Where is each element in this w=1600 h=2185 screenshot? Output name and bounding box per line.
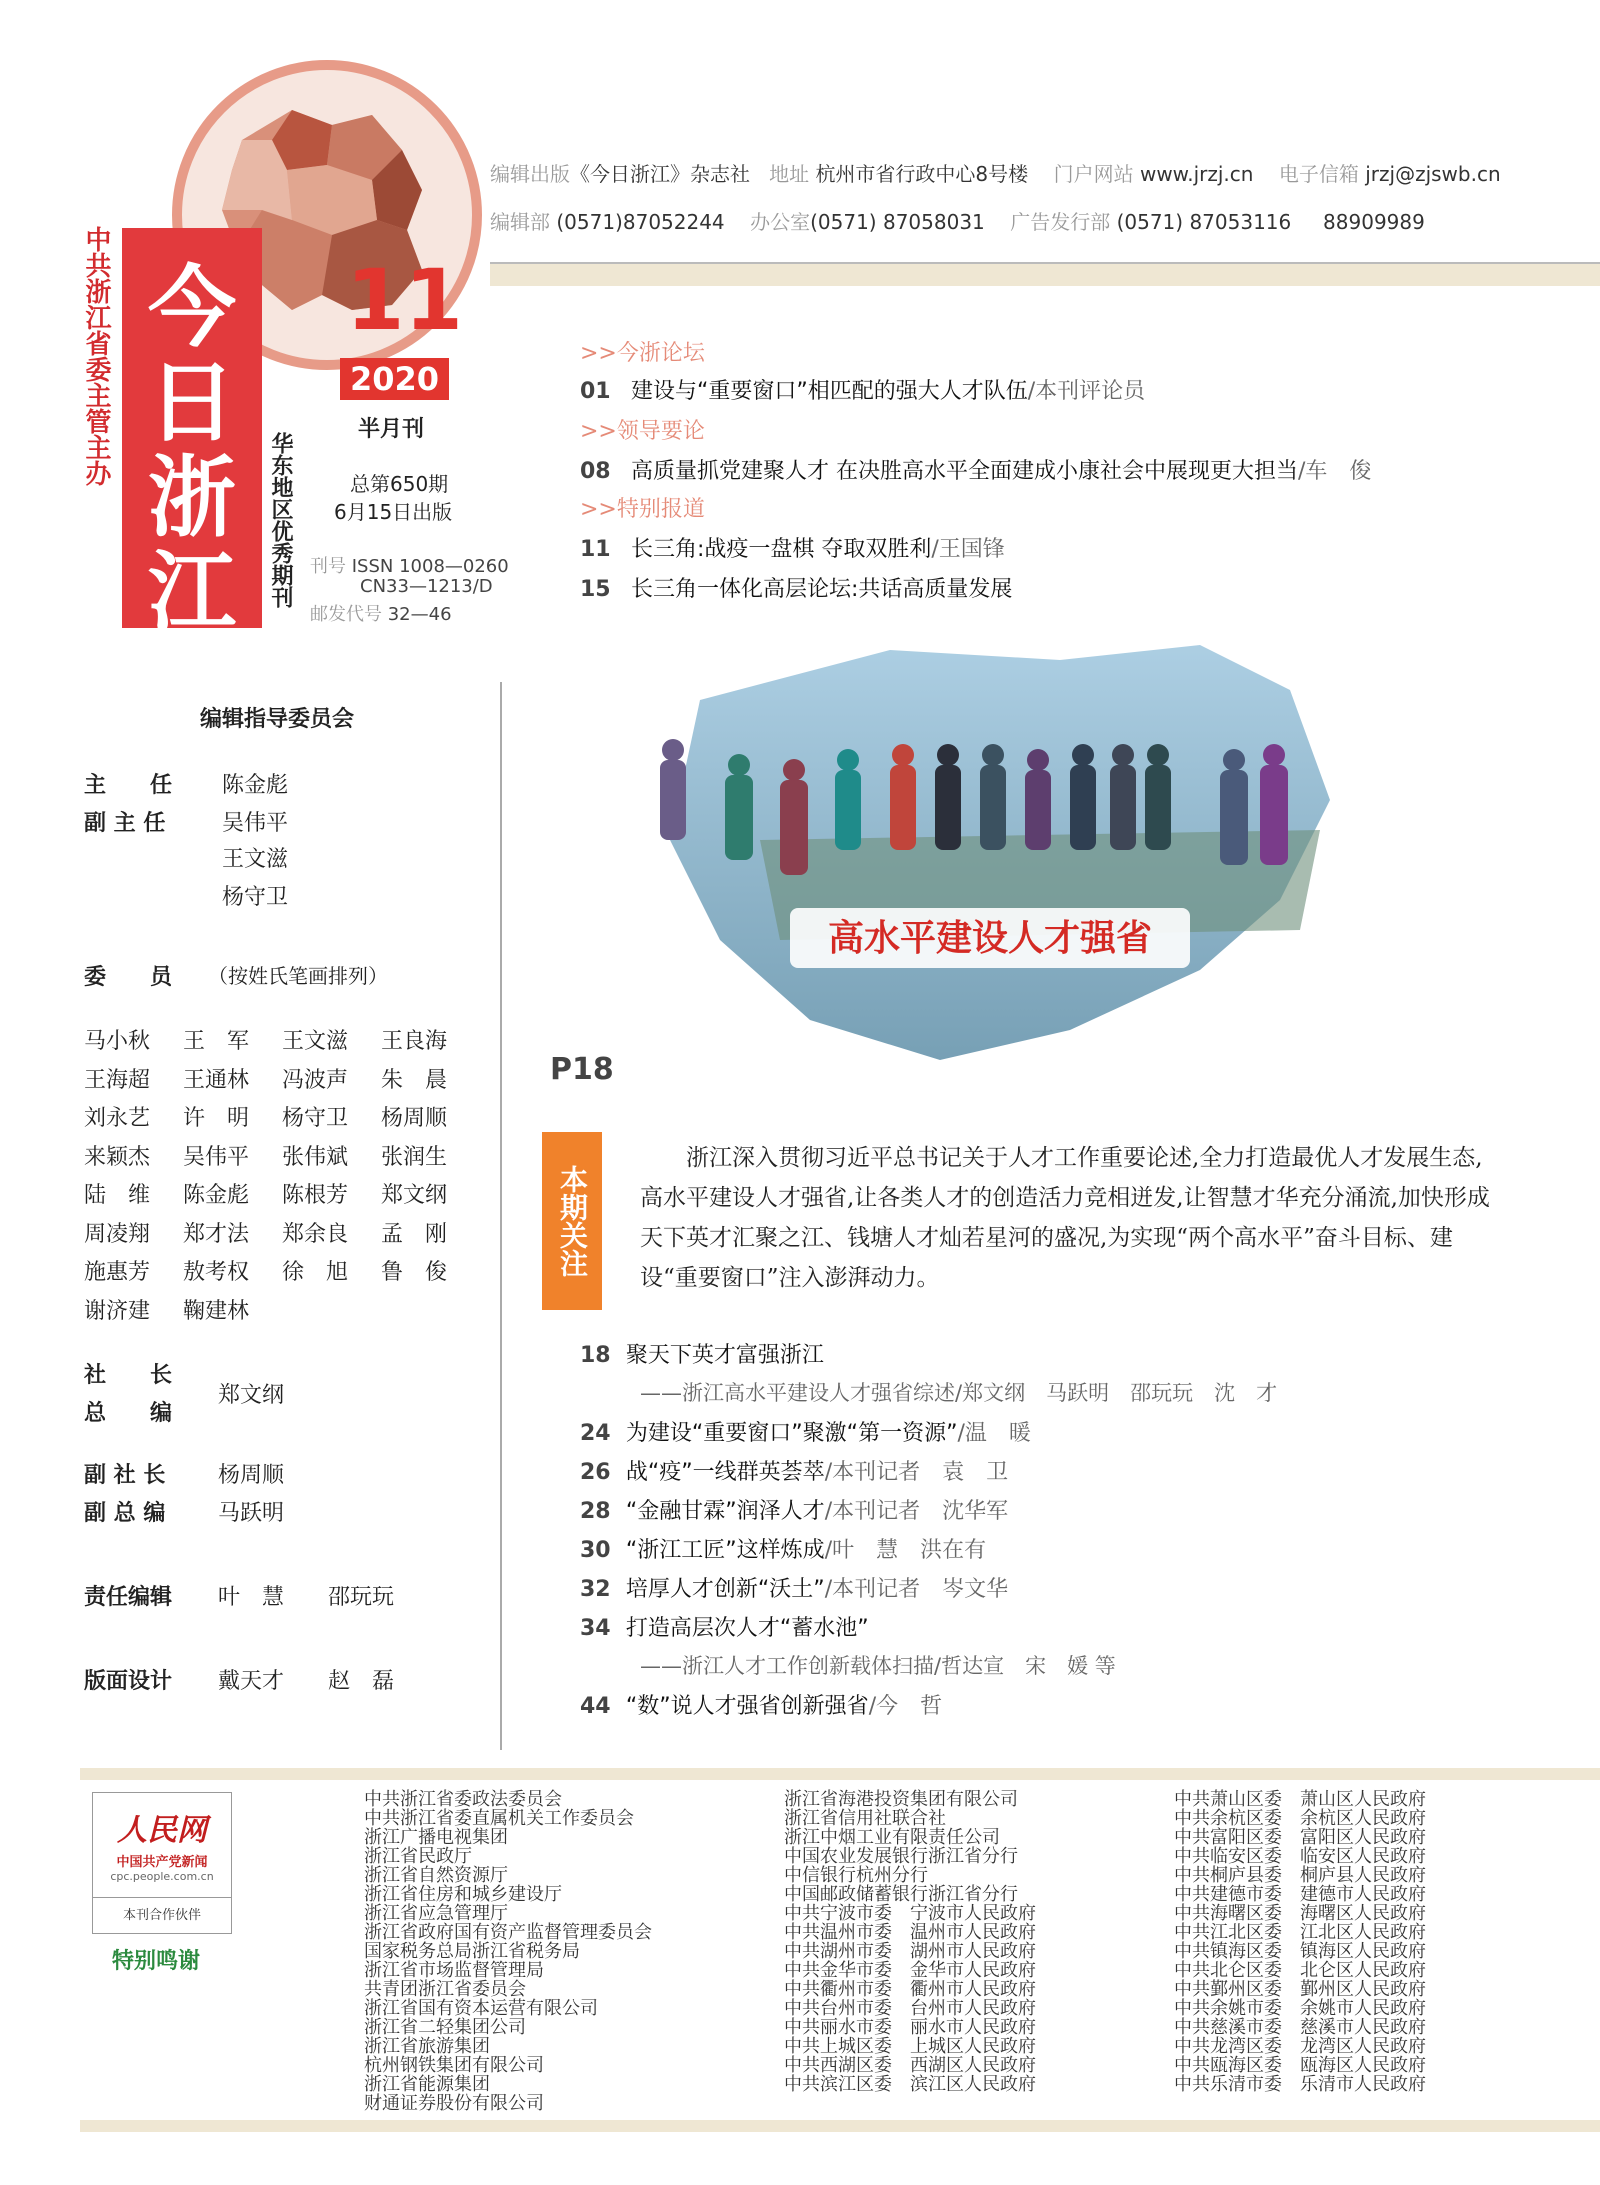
- toc-item[interactable]: [580, 1338, 824, 1369]
- people-logo: [92, 1792, 232, 1934]
- member-name: 鞠建林: [183, 1298, 250, 1324]
- section-heading: >>今浙论坛: [580, 341, 705, 366]
- member-name: 陈根芳: [282, 1183, 349, 1208]
- vice-director-name: 杨守卫: [222, 885, 289, 910]
- member-name: 吴伟平: [183, 1144, 250, 1170]
- member-name: 王海超: [84, 1067, 151, 1093]
- toc-page-number: 24: [580, 1421, 611, 1446]
- members-label: 委 员: [84, 965, 173, 990]
- member-name: 郑文纲: [381, 1183, 448, 1208]
- toc-page-number: 30: [580, 1538, 611, 1563]
- toc-title: “数”说人才强省创新强省: [625, 1694, 869, 1719]
- feature-illustration: [640, 640, 1360, 1080]
- toc-author: /本刊记者 沈华军: [824, 1499, 1009, 1524]
- issn-line: 刊号 ISSN 1008—0260: [310, 556, 509, 577]
- toc-title: 聚天下英才富强浙江: [625, 1343, 824, 1368]
- member-name: 周凌翔: [84, 1221, 151, 1247]
- editor-label: 责任编辑: [84, 1585, 173, 1610]
- president-label: 社 长: [84, 1363, 173, 1388]
- header-band: [490, 264, 1600, 286]
- president-name: 郑文纲: [218, 1383, 285, 1408]
- toc-title: 为建设“重要窗口”聚激“第一资源”: [625, 1421, 958, 1446]
- toc-title: 培厚人才创新“沃土”: [625, 1577, 825, 1602]
- member-name: 王文滋: [282, 1029, 349, 1054]
- people-logo-url: cpc.people.com.cn: [110, 1870, 214, 1883]
- toc-author: /今 哲: [868, 1694, 943, 1719]
- people-logo-partner: 本刊合作伙伴: [93, 1897, 231, 1923]
- member-name: 陈金彪: [183, 1183, 250, 1208]
- member-name: 郑才法: [183, 1221, 250, 1247]
- feature-banner: 高水平建设人才强省: [827, 917, 1152, 959]
- director-name: 陈金彪: [222, 773, 289, 798]
- magazine-title: [122, 228, 262, 644]
- toc-item[interactable]: [580, 1572, 1008, 1603]
- title-char: 浙: [147, 445, 236, 549]
- toc-item[interactable]: 15 长三角一体化高层论坛:共话高质量发展: [580, 577, 1013, 602]
- member-name: 冯波声: [282, 1067, 349, 1093]
- toc-title: “浙江工匠”这样炼成: [625, 1538, 825, 1563]
- feature-intro: 浙江深入贯彻习近平总书记关于人才工作重要论述,全力打造最优人才发展生态,高水平建设人才强省,让各类人才的创造活力竞相迸发,让智慧才华充分涌流,加快形成天下英才汇聚之江、钱塘人才灿若星河的盛况,为实现“两个高水平”奋斗目标、建设“重要窗口”注入澎湃动力。: [640, 1145, 1490, 1291]
- toc-page-number: 26: [580, 1460, 611, 1485]
- sponsor-text: 中共浙江省委主管主办: [81, 226, 111, 486]
- member-name: 郑余良: [282, 1221, 349, 1247]
- member-name: 许 明: [183, 1106, 250, 1131]
- vce-label: 副 总 编: [84, 1501, 166, 1526]
- toc-title: 打造高层次人才“蓄水池”: [625, 1616, 869, 1641]
- postal-line: 邮发代号 32—46: [310, 604, 452, 625]
- honor-text: 华东地区优秀期刊: [268, 432, 293, 608]
- member-name: 朱 晨: [381, 1067, 448, 1093]
- member-name: 马小秋: [84, 1029, 151, 1054]
- thanks-column-2: 浙江省海港投资集团有限公司 浙江省信用社联合社 浙江中烟工业有限责任公司 中国农业发展银行浙江省分行 中信银行杭州分行 中国邮政储蓄银行浙江省分行 中共宁波市委 宁波市人民政府 中共温州市委 温州市人民政府 中共湖州市委 湖州市人民政府 中共金华市委 金华市人民政府 中共衢州市委 衢州市人民政府 中共台州市委 台州市人民政府 中共丽水市委 丽水市人民政府 中共上城区委 上城区人民政府 中共西湖区委 西湖区人民政府 中共滨江区委 滨江区人民政府: [784, 1789, 1036, 2095]
- talent-illustration-icon: [640, 640, 1360, 1080]
- column-divider: [500, 682, 502, 1750]
- editor-names: 叶 慧 邵玩玩: [218, 1585, 395, 1610]
- toc-item[interactable]: [580, 1455, 1008, 1486]
- toc-page-number: 18: [580, 1343, 611, 1368]
- toc-author: /本刊记者 岑文华: [824, 1577, 1009, 1602]
- designer-names: 戴天才 赵 磊: [218, 1669, 395, 1694]
- issue-year: 2020: [340, 358, 449, 400]
- header-row-2: 编辑部 (0571)87052244 办公室(0571) 87058031 广告发行部 (0571) 87053116 88909989: [490, 210, 1425, 234]
- toc-author: /叶 慧 洪在有: [824, 1538, 987, 1563]
- thanks-column-3: 中共萧山区委 萧山区人民政府 中共余杭区委 余杭区人民政府 中共富阳区委 富阳区人民政府 中共临安区委 临安区人民政府 中共桐庐县委 桐庐县人民政府 中共建德市委 建德市人民政府 中共海曙区委 海曙区人民政府 中共江北区委 江北区人民政府 中共镇海区委 镇海区人民政府 中共北仑区委 北仑区人民政府 中共鄞州区委 鄞州区人民政府 中共余姚市委 余姚市人民政府 中共慈溪市委 慈溪市人民政府 中共龙湾区委 龙湾区人民政府 中共瓯海区委 瓯海区人民政府 中共乐清市委 乐清市人民政府: [1174, 1789, 1426, 2095]
- member-name: 敖考权: [183, 1260, 250, 1285]
- frequency: 半月刊: [358, 417, 425, 442]
- member-name: 鲁 俊: [381, 1260, 448, 1285]
- vce-name: 马跃明: [218, 1501, 285, 1526]
- vp-label: 副 社 长: [84, 1463, 166, 1488]
- cn-number: CN33—1213/D: [360, 576, 493, 597]
- committee-heading: 编辑指导委员会: [200, 707, 355, 732]
- footer-band-bottom: [80, 2120, 1600, 2132]
- title-char: 江: [147, 540, 236, 644]
- special-thanks-label: 特别鸣谢: [112, 1948, 201, 1974]
- toc-author: /温 暖: [957, 1421, 1031, 1446]
- toc-item[interactable]: [580, 1533, 986, 1564]
- member-name: 张润生: [381, 1144, 448, 1170]
- member-name: 刘永艺: [84, 1106, 151, 1131]
- toc-item[interactable]: 11 长三角:战疫一盘棋 夺取双胜利/王国锋: [580, 537, 1005, 562]
- member-name: 王良海: [381, 1029, 448, 1054]
- toc-page-number: 34: [580, 1616, 611, 1641]
- vp-name: 杨周顺: [218, 1463, 285, 1488]
- toc-item[interactable]: [580, 1494, 1008, 1525]
- member-name: 张伟斌: [282, 1144, 349, 1170]
- member-name: 谢济建: [84, 1298, 151, 1324]
- member-name: 来颖杰: [84, 1144, 151, 1170]
- toc-item[interactable]: [580, 1611, 869, 1642]
- member-name: 杨周顺: [381, 1106, 448, 1131]
- toc-title: 战“疫”一线群英荟萃: [625, 1460, 825, 1485]
- member-name: 徐 旭: [282, 1260, 349, 1285]
- members-note: （按姓氏笔画排列）: [208, 964, 388, 988]
- feature-page: P18: [550, 1052, 614, 1087]
- toc-subtitle: ——浙江人才工作创新载体扫描/哲达宣 宋 媛 等: [640, 1654, 1116, 1678]
- title-char: 日: [147, 350, 236, 454]
- total-issue: 总第650期: [350, 472, 449, 496]
- member-name: 施惠芳: [84, 1260, 151, 1285]
- focus-label: 本期关注: [542, 1132, 602, 1310]
- toc-item[interactable]: 08 高质量抓党建聚人才 在决胜高水平全面建成小康社会中展现更大担当/车 俊: [580, 459, 1372, 484]
- toc-subtitle: ——浙江高水平建设人才强省综述/郑文纲 马跃明 邵玩玩 沈 才: [640, 1381, 1278, 1405]
- design-label: 版面设计: [84, 1669, 173, 1694]
- member-name: 陆 维: [84, 1183, 151, 1208]
- toc-page-number: 32: [580, 1577, 611, 1602]
- thanks-column-1: 中共浙江省委政法委员会 中共浙江省委直属机关工作委员会 浙江广播电视集团 浙江省民政厅 浙江省自然资源厅 浙江省住房和城乡建设厅 浙江省应急管理厅 浙江省政府国有资产监督管理委员会 国家税务总局浙江省税务局 浙江省市场监督管理局 共青团浙江省委员会 浙江省国有资本运营有限公司 浙江省二轻集团公司 浙江省旅游集团 杭州钢铁集团有限公司 浙江省能源集团 财通证券股份有限公司: [364, 1789, 652, 2114]
- member-name: 王通林: [183, 1067, 250, 1093]
- footer-band-top: [80, 1768, 1600, 1780]
- section-heading: >>领导要论: [580, 419, 705, 444]
- toc-page-number: 28: [580, 1499, 611, 1524]
- section-heading: >>特别报道: [580, 497, 705, 522]
- people-logo-sub: 中国共产党新闻: [116, 1855, 208, 1870]
- chief-editor-label: 总 编: [84, 1401, 173, 1426]
- header-row-1: 编辑出版《今日浙江》杂志社 地址 杭州市省行政中心8号楼 门户网站 www.jrzj.cn 电子信箱 jrzj@zjswb.cn: [490, 162, 1501, 186]
- member-name: 杨守卫: [282, 1106, 349, 1131]
- publish-date: 6月15日出版: [334, 500, 453, 524]
- people-logo-mark: 人民网: [117, 1813, 207, 1848]
- member-name: 王 军: [183, 1029, 250, 1054]
- toc-page-number: 44: [580, 1694, 611, 1719]
- title-char: 今: [147, 255, 236, 359]
- issue-number: 11: [346, 251, 463, 349]
- toc-item[interactable]: [580, 1689, 942, 1720]
- toc-item[interactable]: 01 建设与“重要窗口”相匹配的强大人才队伍/本刊评论员: [580, 379, 1146, 404]
- vice-director-name: 王文滋: [222, 847, 289, 872]
- vice-director-label: 副 主 任: [84, 811, 166, 836]
- toc-title: “金融甘霖”润泽人才: [625, 1499, 825, 1524]
- member-name: 孟 刚: [381, 1221, 448, 1247]
- toc-author: /本刊记者 袁 卫: [824, 1460, 1009, 1485]
- director-label: 主 任: [84, 773, 173, 798]
- toc-item[interactable]: [580, 1416, 1031, 1447]
- vice-director-name: 吴伟平: [222, 811, 289, 836]
